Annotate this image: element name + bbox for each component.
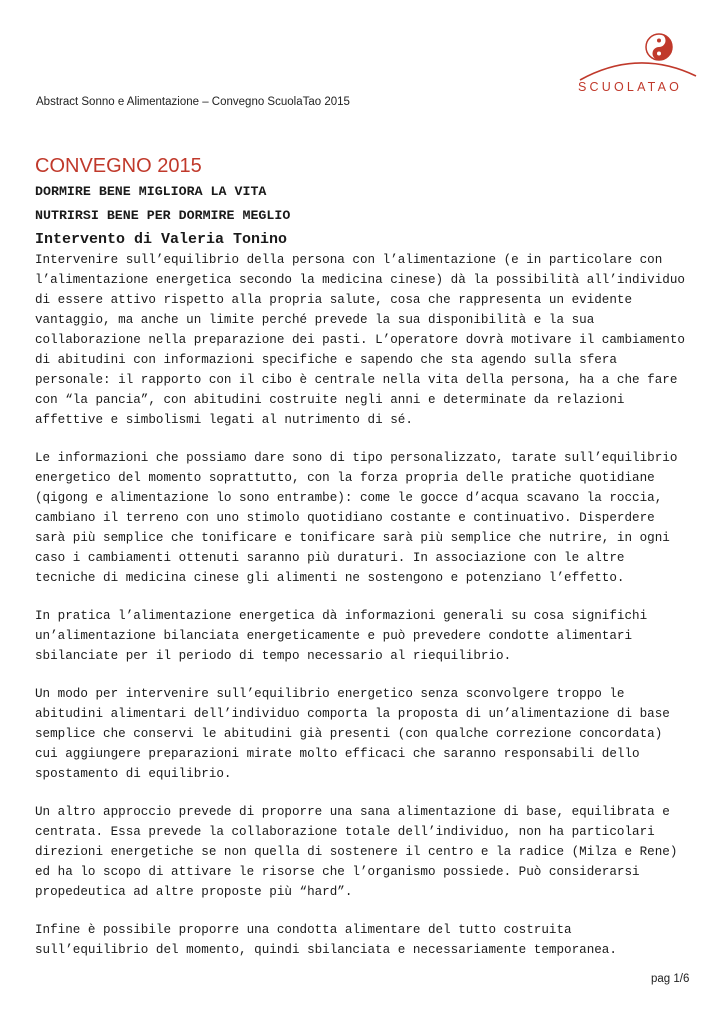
page-number: pag 1/6 — [651, 973, 690, 985]
paragraph: Intervenire sull’equilibrio della persona con l’alimentazione (e in particolare con l’alimentazione energetica secondo la medicina cinese) dà la possibilità all’individuo di essere attivo rispetto alla propria salute, cosa che rappresenta un evidente vantaggio, ma anche un limite perché prevede la sua disponibilità e la sua collaborazione nella preparazione dei pasti. L’operatore dovrà motivare il cambiamento di abitudini con informazioni specifiche e sapendo che sta agendo sulla sfera personale: il rapporto con il cibo è centrale nella vita della persona, ha a che fare con “la pancia”, con abitudini costruite negli anni e determinate da relazioni affettive e simbolismi legati al nutrimento di sé. — [35, 253, 685, 427]
running-header: Abstract Sonno e Alimentazione – Convegno ScuolaTao 2015 — [36, 96, 350, 108]
logo-text: SCUOLATAO — [578, 80, 683, 94]
scuolatao-logo — [578, 32, 698, 96]
paragraph: In pratica l’alimentazione energetica dà informazioni generali su cosa significhi un’alimentazione bilanciata energeticamente e può prevedere condotte alimentari sbilanciate per il periodo di tempo necessario al riequilibrio. — [35, 609, 648, 663]
subtitle-1: DORMIRE BENE MIGLIORA LA VITA — [35, 184, 267, 199]
paragraph: Un modo per intervenire sull’equilibrio energetico senza sconvolgere troppo le abitudini alimentari dell’individuo comporta la proposta di un’alimentazione di base semplice che conservi le abitudini già presenti (con qualche correzione concordata) cui aggiungere preparazioni mirate molto efficaci che saranno responsabili dello spostamento di equilibrio. — [35, 687, 670, 781]
document-body — [35, 250, 691, 978]
paragraph: Le informazioni che possiamo dare sono di tipo personalizzato, tarate sull’equilibrio energetico del momento soprattutto, con la forza propria delle pratiche quotidiane (qigong e alimentazione lo sono entrambe): come le gocce d’acqua scavano la roccia, cambiano il terreno con uno stimolo quotidiano costante e continuativo. Disperdere sarà più semplice che tonificare e tonificare sarà più semplice che nutrire, in ogni caso i cambiamenti ottenuti saranno più duraturi. In associazione con le altre tecniche di medicina cinese gli alimenti ne sostengono e potenziano l’effetto. — [35, 451, 678, 585]
speaker-line: Intervento di Valeria Tonino — [35, 231, 288, 248]
paragraph: Infine è possibile proporre una condotta alimentare del tutto costruita sull’equilibrio del momento, quindi sbilanciata e necessariamente temporanea. — [35, 923, 617, 957]
document-title: CONVEGNO 2015 — [35, 155, 202, 177]
subtitle-2: NUTRIRSI BENE PER DORMIRE MEGLIO — [35, 208, 291, 223]
paragraph: Un altro approccio prevede di proporre una sana alimentazione di base, equilibrata e centrata. Essa prevede la collaborazione totale dell’individuo, non ha particolari direzioni energetiche se non quella di sostenere il centro e la radice (Milza e Rene) ed ha lo scopo di attivare le risorse che l’organismo possiede. Può considerarsi propedeutica ad altre proposte più “hard”. — [35, 805, 678, 899]
